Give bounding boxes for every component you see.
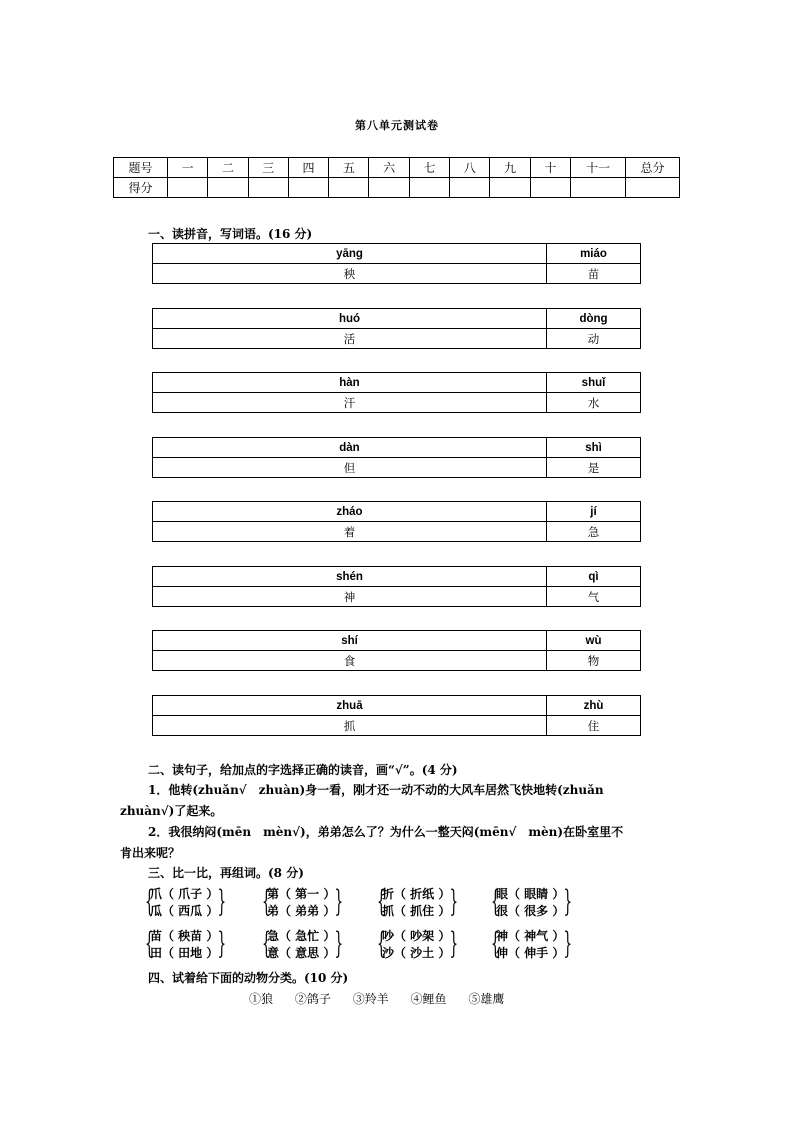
word-cell: 秧 <box>153 264 547 284</box>
score-cell[interactable] <box>530 178 570 198</box>
pinyin-box <box>152 308 641 349</box>
right-brace: } <box>217 926 227 961</box>
left-brace: { <box>491 884 500 919</box>
word-cell: 苗 <box>547 264 641 284</box>
score-header-cell: 五 <box>329 158 369 178</box>
score-cell[interactable] <box>248 178 288 198</box>
compare-group <box>491 926 573 962</box>
question-2-2 <box>120 822 680 864</box>
compare-word: 田（ 田地 ） <box>150 946 219 960</box>
pinyin-text: zhuā <box>153 696 547 716</box>
pinyin-text: shén <box>153 567 547 587</box>
score-header-cell: 十一 <box>571 158 626 178</box>
compare-word: 第（ 第一 ） <box>267 887 336 901</box>
right-brace: } <box>563 884 573 919</box>
word-cell: 神 <box>153 587 547 607</box>
pinyin-text: shì <box>547 438 641 458</box>
score-header-cell: 二 <box>208 158 248 178</box>
pinyin-text: shuǐ <box>547 373 641 393</box>
compare-word: 折（ 折纸 ） <box>382 887 451 901</box>
question-line: 1．他转(zhuǎn√ zhuàn)身一看，刚才还一动不动的大风车居然飞快地转(zhuǎn <box>148 783 604 797</box>
score-table-score-row <box>114 178 680 198</box>
word-cell: 是 <box>547 458 641 478</box>
word-cell: 急 <box>547 522 641 542</box>
word-cell: 水 <box>547 393 641 413</box>
score-header-cell: 七 <box>409 158 449 178</box>
score-header-cell: 八 <box>450 158 490 178</box>
score-cell[interactable] <box>571 178 626 198</box>
animal-item: ①狼 <box>249 992 274 1006</box>
question-line: zhuàn√)了起来。 <box>120 804 223 818</box>
compare-word: 眼（ 眼睛 ） <box>496 887 565 901</box>
animal-item: ③羚羊 <box>352 992 389 1006</box>
compare-group <box>145 926 227 962</box>
pinyin-text: qì <box>547 567 641 587</box>
right-brace: } <box>449 884 459 919</box>
compare-group <box>262 884 344 920</box>
compare-word: 神（ 神气 ） <box>496 929 565 943</box>
word-cell: 物 <box>547 651 641 671</box>
question-line: 2．我很纳闷(mēn mèn√)，弟弟怎么了？为什么一整天闷(mēn√ mèn)在卧室里不 <box>148 825 624 839</box>
compare-word: 苗（ 秧苗 ） <box>150 929 219 943</box>
compare-word: 弟（ 弟弟 ） <box>267 904 336 918</box>
compare-group <box>377 884 459 920</box>
pinyin-box <box>152 630 641 671</box>
animal-item: ②鸽子 <box>294 992 331 1006</box>
score-table <box>113 157 680 198</box>
page-title: 第八单元测试卷 <box>355 119 439 132</box>
score-cell[interactable] <box>168 178 208 198</box>
section1-title: 一、读拼音，写词语。(16 分) <box>148 227 313 241</box>
pinyin-text: dòng <box>547 309 641 329</box>
score-cell[interactable] <box>329 178 369 198</box>
compare-word: 意（ 意思 ） <box>267 946 336 960</box>
score-cell[interactable] <box>409 178 449 198</box>
pinyin-box <box>152 501 641 542</box>
left-brace: { <box>491 926 500 961</box>
left-brace: { <box>377 884 386 919</box>
right-brace: } <box>449 926 459 961</box>
animal-item: ⑤雄鹰 <box>468 992 505 1006</box>
score-header-cell: 一 <box>168 158 208 178</box>
score-row-label: 得分 <box>114 178 168 198</box>
compare-word: 瓜（ 西瓜 ） <box>150 904 219 918</box>
compare-word: 沙（ 沙土 ） <box>382 946 451 960</box>
right-brace: } <box>217 884 227 919</box>
score-table-header-row <box>114 158 680 178</box>
left-brace: { <box>262 884 271 919</box>
pinyin-text: zháo <box>153 502 547 522</box>
right-brace: } <box>563 926 573 961</box>
pinyin-text: shí <box>153 631 547 651</box>
question-line: 肯出来呢？ <box>120 846 181 860</box>
pinyin-box <box>152 566 641 607</box>
left-brace: { <box>145 926 154 961</box>
section3-title: 三、比一比，再组词。(8 分) <box>148 866 304 880</box>
score-cell[interactable] <box>288 178 328 198</box>
section4-title: 四、试着给下面的动物分类。(10 分) <box>148 971 349 985</box>
pinyin-box <box>152 372 641 413</box>
score-cell[interactable] <box>490 178 530 198</box>
word-cell: 但 <box>153 458 547 478</box>
left-brace: { <box>145 884 154 919</box>
compare-word: 爪（ 爪子 ） <box>150 887 219 901</box>
score-header-cell: 六 <box>369 158 409 178</box>
score-header-cell: 四 <box>288 158 328 178</box>
word-cell: 着 <box>153 522 547 542</box>
compare-word: 吵（ 吵架 ） <box>382 929 451 943</box>
left-brace: { <box>262 926 271 961</box>
pinyin-text: wù <box>547 631 641 651</box>
pinyin-text: zhù <box>547 696 641 716</box>
animal-item: ④鲤鱼 <box>410 992 447 1006</box>
pinyin-box <box>152 243 641 284</box>
compare-word: 很（ 很多 ） <box>496 904 565 918</box>
question-2-1 <box>120 780 680 822</box>
compare-word: 抓（ 抓住 ） <box>382 904 451 918</box>
compare-group <box>145 884 227 920</box>
compare-group <box>377 926 459 962</box>
animal-list <box>249 990 522 1007</box>
score-cell[interactable] <box>450 178 490 198</box>
score-header-cell: 三 <box>248 158 288 178</box>
score-header-cell: 九 <box>490 158 530 178</box>
word-cell: 活 <box>153 329 547 349</box>
section2-title: 二、读句子，给加点的字选择正确的读音，画“√”。(4 分) <box>148 763 458 777</box>
pinyin-text: huó <box>153 309 547 329</box>
compare-word: 伸（ 伸手 ） <box>496 946 565 960</box>
score-header-cell: 题号 <box>114 158 168 178</box>
word-cell: 动 <box>547 329 641 349</box>
word-cell: 气 <box>547 587 641 607</box>
word-cell: 食 <box>153 651 547 671</box>
pinyin-text: hàn <box>153 373 547 393</box>
compare-group <box>262 926 344 962</box>
pinyin-text: miáo <box>547 244 641 264</box>
right-brace: } <box>334 884 344 919</box>
score-cell[interactable] <box>208 178 248 198</box>
compare-word: 急（ 急忙 ） <box>267 929 336 943</box>
score-cell[interactable] <box>626 178 680 198</box>
word-cell: 抓 <box>153 716 547 736</box>
pinyin-text: jí <box>547 502 641 522</box>
score-header-cell: 总分 <box>626 158 680 178</box>
left-brace: { <box>377 926 386 961</box>
compare-group <box>491 884 573 920</box>
word-cell: 住 <box>547 716 641 736</box>
right-brace: } <box>334 926 344 961</box>
score-header-cell: 十 <box>530 158 570 178</box>
pinyin-text: yāng <box>153 244 547 264</box>
score-cell[interactable] <box>369 178 409 198</box>
pinyin-text: dàn <box>153 438 547 458</box>
word-cell: 汗 <box>153 393 547 413</box>
pinyin-box <box>152 437 641 478</box>
pinyin-box <box>152 695 641 736</box>
